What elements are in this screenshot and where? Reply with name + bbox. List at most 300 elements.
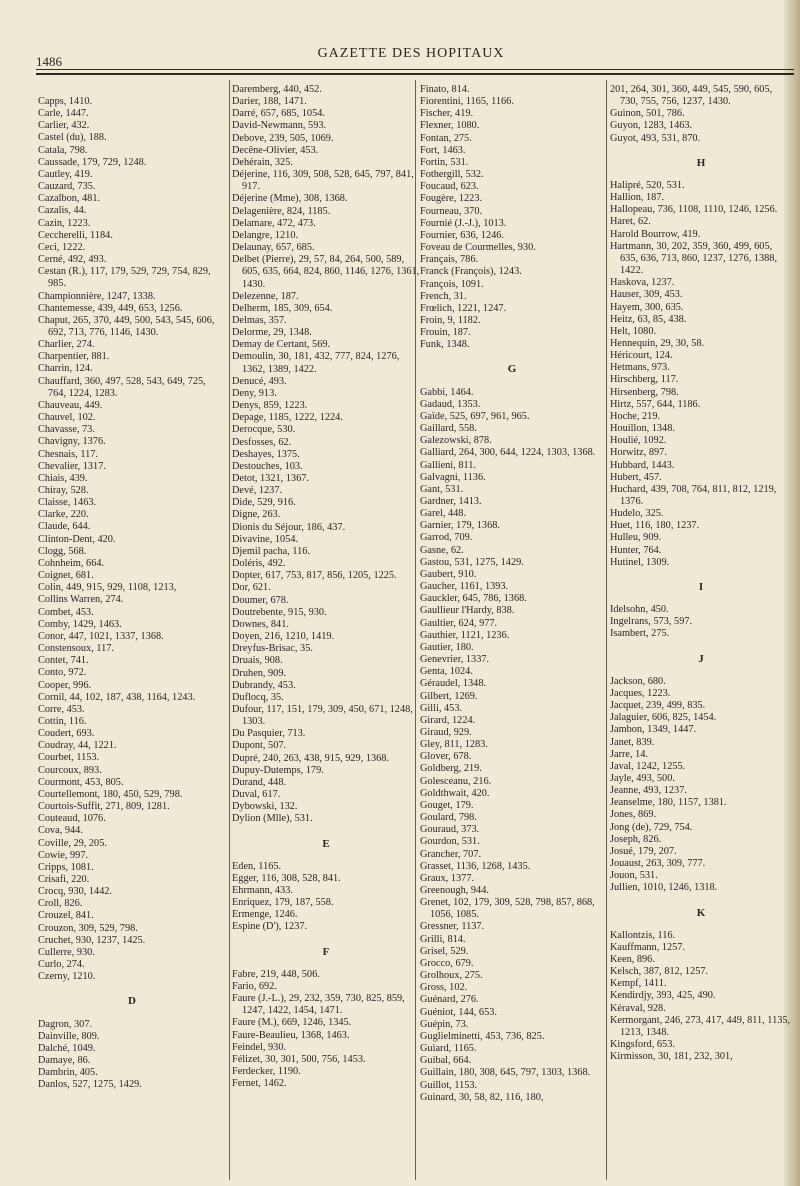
- index-entry: Doyen, 216, 1210, 1419.: [232, 631, 335, 643]
- index-entry: Houillon, 1348.: [610, 423, 675, 435]
- index-entry: Divavine, 1054.: [232, 533, 299, 545]
- index-entry: Guyot, 493, 531, 870.: [610, 132, 701, 144]
- index-entry: Cazalbon, 481.: [38, 193, 101, 205]
- index-entry: Cerné, 492, 493.: [38, 254, 107, 266]
- index-entry: Cova, 944.: [38, 825, 83, 837]
- index-entry: Darré, 657, 685, 1054.: [232, 108, 325, 120]
- index-entry: Detot, 1321, 1367.: [232, 473, 309, 484]
- index-entry: Jarre, 14.: [610, 748, 649, 760]
- index-entry: Courtois-Suffit, 271, 809, 1281.: [38, 801, 170, 813]
- index-entry: Kempf, 1411.: [610, 978, 667, 990]
- index-entry: Hubbard, 1443.: [610, 459, 675, 471]
- index-entry: Delherm, 185, 309, 654.: [232, 302, 333, 314]
- index-entry: Chesnais, 117.: [38, 448, 98, 460]
- index-entry: Cestan (R.), 117, 179, 529, 729, 754, 829, 985.: [38, 266, 211, 290]
- index-entry: Flexner, 1080.: [420, 120, 480, 132]
- index-entry: Delamare, 472, 473.: [232, 217, 316, 229]
- index-entry: Faure (J.-L.), 29, 232, 359, 730, 825, 859, 1247, 1422, 1454, 1471.: [232, 993, 405, 1017]
- index-entry: Dylion (Mlle), 531.: [232, 813, 313, 825]
- index-entry: Caussade, 179, 729, 1248.: [38, 156, 147, 168]
- index-entry: Courtellemont, 180, 450, 529, 798.: [38, 788, 183, 800]
- index-entry: Coville, 29, 205.: [38, 837, 107, 849]
- index-column-3: [420, 84, 604, 1104]
- index-entry: Charrin, 124.: [38, 363, 93, 375]
- index-column-2: [232, 84, 420, 1090]
- index-entry: François, 1091.: [420, 278, 484, 290]
- index-entry: Denucé, 493.: [232, 375, 287, 387]
- index-entry: Catala, 798.: [38, 144, 88, 156]
- index-entry: Giraud, 929.: [420, 726, 472, 738]
- index-entry: Delorme, 29, 1348.: [232, 327, 312, 339]
- index-entry: Claude, 644.: [38, 521, 91, 533]
- header-rule: [36, 69, 794, 70]
- index-entry: Grilli, 814.: [420, 933, 466, 945]
- index-entry: Javal, 1242, 1255.: [610, 760, 686, 772]
- index-entry: Galezowski, 878.: [420, 435, 492, 447]
- index-entry: Clogg, 568.: [38, 545, 87, 557]
- index-entry: Dor, 621.: [232, 582, 271, 594]
- index-entry: Hallopeau, 736, 1108, 1110, 1246, 1256.: [610, 204, 778, 216]
- index-entry: Collins Warren, 274.: [38, 594, 124, 606]
- index-entry: Druais, 908.: [232, 655, 283, 667]
- index-entry: Déjerine, 116, 309, 508, 528, 645, 797, 841, 917.: [232, 169, 414, 193]
- index-entry: Goldthwait, 420.: [420, 787, 490, 799]
- index-entry: Darier, 188, 1471.: [232, 96, 307, 108]
- index-entry: Jacques, 1223.: [610, 687, 671, 699]
- index-entry: Damaye, 86.: [38, 1055, 91, 1067]
- index-entry: Du Pasquier, 713.: [232, 728, 306, 740]
- index-entry: Crouzel, 841.: [38, 910, 94, 922]
- index-entry: Chavasse, 73.: [38, 424, 95, 436]
- index-entry: Coudray, 44, 1221.: [38, 740, 117, 752]
- index-entry: Graux, 1377.: [420, 872, 475, 884]
- index-entry: Doumer, 678.: [232, 594, 289, 606]
- index-entry: Garnier, 179, 1368.: [420, 520, 500, 532]
- index-entry: Garel, 448.: [420, 508, 467, 520]
- index-entry: Chauvel, 102.: [38, 412, 96, 424]
- index-entry: Digne, 263.: [232, 509, 281, 521]
- index-column-1: [38, 96, 226, 1092]
- index-entry: Gauckler, 645, 786, 1368.: [420, 593, 527, 605]
- index-entry: Gadaud, 1353.: [420, 398, 481, 410]
- index-entry: Ferdecker, 1190.: [232, 1066, 301, 1078]
- index-entry: Félizet, 30, 301, 500, 756, 1453.: [232, 1053, 366, 1065]
- index-entry: Grocco, 679.: [420, 957, 474, 969]
- index-entry: Delmas, 357.: [232, 314, 287, 326]
- index-entry: Druhen, 909.: [232, 667, 287, 679]
- index-entry: Guénard, 276.: [420, 994, 479, 1006]
- index-entry: Guinon, 501, 786.: [610, 108, 685, 120]
- index-entry: Fourneau, 370.: [420, 205, 483, 217]
- index-entry: Gabbi, 1464.: [420, 386, 474, 398]
- index-entry: Dehérain, 325.: [232, 156, 293, 168]
- index-entry: Cornil, 44, 102, 187, 438, 1164, 1243.: [38, 691, 196, 703]
- index-entry: Combet, 453.: [38, 606, 94, 618]
- index-entry: Fort, 1463.: [420, 144, 466, 156]
- index-entry: Cottin, 116.: [38, 715, 87, 727]
- index-entry: Garrod, 709.: [420, 532, 473, 544]
- section-letter: H: [696, 156, 706, 169]
- index-entry: Cruchet, 930, 1237, 1425.: [38, 934, 146, 946]
- index-entry: Frœlich, 1221, 1247.: [420, 302, 507, 314]
- index-entry: David-Newmann, 593.: [232, 120, 327, 132]
- index-entry: Courbet, 1153.: [38, 752, 100, 764]
- index-entry: Clarke, 220.: [38, 509, 89, 521]
- index-entry: Jackson, 680.: [610, 675, 666, 687]
- index-entry: Gouraud, 373.: [420, 824, 480, 836]
- index-entry: Hallion, 187.: [610, 192, 665, 204]
- index-entry: Dupré, 240, 263, 438, 915, 929, 1368.: [232, 752, 390, 764]
- index-entry: Gant, 531.: [420, 483, 464, 495]
- index-entry: Hetmans, 973.: [610, 362, 670, 374]
- index-entry: Djemil pacha, 116.: [232, 545, 310, 557]
- index-entry: Denys, 859, 1223.: [232, 400, 308, 412]
- index-entry: Ermenge, 1246.: [232, 909, 298, 921]
- index-entry: Fothergill, 532.: [420, 169, 484, 181]
- index-entry: Jeanne, 493, 1237.: [610, 785, 687, 797]
- index-entry: Grasset, 1136, 1268, 1435.: [420, 860, 531, 872]
- index-entry: Delaunay, 657, 685.: [232, 242, 315, 254]
- index-entry: Froin, 9, 1182.: [420, 314, 481, 326]
- index-entry: Ehrmann, 433.: [232, 885, 293, 896]
- index-entry: Dalché, 1049.: [38, 1042, 96, 1054]
- index-entry: Finato, 814.: [420, 84, 470, 95]
- index-entry: Gouget, 179.: [420, 799, 474, 811]
- index-entry: Guinard, 30, 58, 82, 116, 180,: [420, 1091, 544, 1103]
- index-entry: Helt, 1080.: [610, 325, 657, 337]
- index-entry: Huet, 116, 180, 1237.: [610, 520, 700, 532]
- index-entry: Kermorgant, 246, 273, 417, 449, 811, 1135, 1213, 1348.: [610, 1014, 791, 1038]
- index-entry: Doléris, 492.: [232, 558, 286, 570]
- section-letter: D: [128, 995, 136, 1008]
- running-title: GAZETTE DES HOPITAUX: [317, 46, 505, 61]
- index-entry: Kéraval, 928.: [610, 1002, 666, 1014]
- index-entry: Houlié, 1092.: [610, 435, 667, 447]
- index-entry: Hoche, 219.: [610, 410, 661, 422]
- index-entry: Joseph, 826.: [610, 833, 662, 845]
- index-entry: Frouin, 187.: [420, 327, 471, 339]
- index-entry: Depage, 1185, 1222, 1224.: [232, 412, 343, 424]
- index-entry: Haret, 62.: [610, 216, 651, 228]
- column-divider: [606, 80, 607, 1180]
- index-entry: Deshayes, 1375.: [232, 448, 300, 460]
- index-entry: Dide, 529, 916.: [232, 497, 296, 509]
- index-entry: Carlier, 432.: [38, 120, 90, 132]
- index-entry: Dopter, 617, 753, 817, 856, 1205, 1225.: [232, 570, 397, 582]
- index-entry: Dambrin, 405.: [38, 1067, 98, 1079]
- index-entry: Delangre, 1210.: [232, 229, 299, 241]
- index-entry: Jones, 869.: [610, 809, 657, 821]
- index-entry: Goldberg, 219.: [420, 763, 482, 775]
- index-entry: Grancher, 707.: [420, 848, 482, 860]
- index-entry: Galliard, 264, 300, 644, 1224, 1303, 1368.: [420, 447, 596, 459]
- index-entry: Guillot, 1153.: [420, 1079, 478, 1091]
- index-entry: Colin, 449, 915, 929, 1108, 1213,: [38, 582, 177, 594]
- index-entry: Dionis du Séjour, 186, 437.: [232, 521, 346, 533]
- index-entry: Cazin, 1223.: [38, 217, 91, 229]
- index-entry: Chiray, 528.: [38, 485, 89, 496]
- index-entry: Durand, 448.: [232, 776, 287, 788]
- index-entry: Delezenne, 187.: [232, 290, 299, 302]
- index-entry: Girard, 1224.: [420, 714, 476, 726]
- index-entry: Jong (de), 729, 754.: [610, 821, 693, 833]
- index-entry: Derocque, 530.: [232, 424, 296, 436]
- index-entry: Isambert, 275.: [610, 628, 670, 640]
- index-entry: Cooper, 996.: [38, 679, 92, 691]
- header-rule-thick: [36, 73, 794, 75]
- index-entry: Enriquez, 179, 187, 558.: [232, 897, 334, 909]
- index-entry: Kirmisson, 30, 181, 232, 301,: [610, 1051, 733, 1063]
- index-entry: Charlier, 274.: [38, 339, 95, 351]
- index-entry: Ceccherelli, 1184.: [38, 229, 113, 241]
- index-entry: Guépin, 73.: [420, 1018, 469, 1030]
- index-entry: Dufour, 117, 151, 179, 309, 450, 671, 1248, 1303.: [232, 703, 413, 728]
- index-entry: Corre, 453.: [38, 703, 85, 715]
- index-entry: Hudelo, 325.: [610, 508, 664, 520]
- index-entry: Courmont, 453, 805.: [38, 776, 124, 788]
- index-entry: Dreyfus-Brisac, 35.: [232, 643, 313, 655]
- index-entry: Coignet, 681.: [38, 570, 94, 582]
- index-entry: Charpentier, 881.: [38, 351, 110, 363]
- index-entry: Foveau de Courmelles, 930.: [420, 242, 536, 254]
- index-entry: Dainville, 809.: [38, 1030, 100, 1042]
- index-entry: Halipré, 520, 531.: [610, 179, 685, 191]
- index-entry: Fournié (J.-J.), 1013.: [420, 217, 507, 229]
- index-entry: Guyon, 1283, 1463.: [610, 120, 693, 132]
- section-letter: F: [322, 945, 330, 958]
- index-entry: Curlo, 274.: [38, 959, 85, 971]
- index-entry: Decêne-Olivier, 453.: [232, 144, 319, 156]
- index-entry: Hartmann, 30, 202, 359, 360, 499, 605, 635, 636, 713, 860, 1237, 1276, 1388, 1422.: [610, 240, 778, 277]
- index-entry: Gross, 102.: [420, 982, 468, 994]
- index-entry: Duval, 617.: [232, 789, 281, 801]
- index-entry: Guéniot, 144, 653.: [420, 1006, 497, 1018]
- section-letter: K: [696, 906, 706, 919]
- index-entry: Ingelrans, 573, 597.: [610, 616, 693, 628]
- index-entry: Gaultier, 624, 977.: [420, 617, 498, 629]
- index-entry: French, 31.: [420, 290, 467, 302]
- index-entry: Conor, 447, 1021, 1337, 1368.: [38, 630, 164, 642]
- index-entry: Grolhoux, 275.: [420, 970, 483, 982]
- index-entry: Kingsford, 653.: [610, 1039, 675, 1051]
- index-entry: Gressner, 1137.: [420, 921, 485, 933]
- index-entry: Faure-Beaulieu, 1368, 1463.: [232, 1029, 350, 1041]
- index-entry: Guibal, 664.: [420, 1055, 472, 1067]
- index-entry: Debove, 239, 505, 1069.: [232, 132, 334, 144]
- index-entry: Fario, 692.: [232, 980, 277, 992]
- index-entry: Courcoux, 893.: [38, 764, 102, 776]
- index-entry: Fiorentini, 1165, 1166.: [420, 96, 514, 108]
- index-entry: Kallontzis, 116.: [610, 929, 676, 941]
- page-number: 1486: [36, 54, 62, 69]
- index-entry: Espine (D'), 1237.: [232, 921, 308, 933]
- index-entry: Comby, 1429, 1463.: [38, 618, 122, 630]
- index-entry: Glover, 678.: [420, 751, 472, 763]
- index-entry: Cripps, 1081.: [38, 861, 94, 873]
- index-entry: Ceci, 1222.: [38, 241, 86, 253]
- index-entry: Delagenière, 824, 1185.: [232, 205, 331, 217]
- index-entry: Deny, 913.: [232, 387, 277, 399]
- index-entry: Héricourt, 124.: [610, 350, 673, 362]
- index-entry: Harold Bourrow, 419.: [610, 228, 701, 240]
- index-entry: Daremberg, 440, 452.: [232, 84, 322, 95]
- index-entry: Haskova, 1237.: [610, 277, 675, 289]
- index-entry: Demay de Certant, 569.: [232, 339, 331, 351]
- index-entry: Gardner, 1413.: [420, 496, 482, 507]
- index-entry: Delbet (Pierre), 29, 57, 84, 264, 500, 589, 605, 635, 664, 824, 860, 1146, 1276, 1361, 1430.: [232, 254, 420, 290]
- index-entry: Gourdon, 531.: [420, 836, 480, 848]
- index-entry: Constensoux, 117.: [38, 643, 114, 655]
- index-entry: Duflocq, 35.: [232, 691, 284, 703]
- index-entry: Gautier, 180.: [420, 641, 474, 653]
- index-entry: Kelsch, 387, 812, 1257.: [610, 966, 709, 978]
- index-entry: Déjerine (Mme), 308, 1368.: [232, 193, 348, 205]
- index-entry: Jambon, 1349, 1447.: [610, 724, 697, 736]
- section-letter: G: [507, 363, 517, 376]
- index-entry: Croll, 826.: [38, 898, 83, 910]
- index-entry: Gaucher, 1161, 1393.: [420, 581, 509, 593]
- index-entry: Hirtz, 557, 644, 1186.: [610, 398, 701, 410]
- index-entry: Cautley, 419.: [38, 168, 93, 180]
- index-entry: Doutrebente, 915, 930.: [232, 606, 327, 618]
- index-entry: Gilli, 453.: [420, 702, 463, 714]
- index-entry: Keen, 896.: [610, 954, 655, 965]
- index-entry: Demoulin, 30, 181, 432, 777, 824, 1276, 1362, 1389, 1422.: [232, 351, 400, 375]
- index-entry: Cauzard, 735.: [38, 181, 96, 193]
- index-entry: Chavigny, 1376.: [38, 436, 106, 448]
- index-entry: Faure (M.), 669, 1246, 1345.: [232, 1017, 352, 1029]
- index-entry: Idelsohn, 450.: [610, 604, 669, 616]
- index-entry: Castel (du), 188.: [38, 132, 107, 144]
- index-entry: Gasne, 62.: [420, 544, 464, 556]
- index-entry: Hunter, 764.: [610, 544, 662, 556]
- index-entry: Clinton-Dent, 420.: [38, 533, 116, 545]
- index-entry: Cullerre, 930.: [38, 946, 95, 958]
- index-entry: Egger, 116, 308, 528, 841.: [232, 872, 341, 884]
- index-entry: Fortin, 531.: [420, 156, 469, 168]
- index-entry: Goulard, 798.: [420, 812, 477, 824]
- index-entry: Crouzon, 309, 529, 798.: [38, 922, 138, 934]
- index-entry: Funk, 1348.: [420, 339, 470, 351]
- index-entry: Jouon, 531.: [610, 870, 658, 882]
- index-entry: Géraudel, 1348.: [420, 678, 487, 690]
- index-entry: Golesceanu, 216.: [420, 775, 492, 787]
- index-entry: Dagron, 307.: [38, 1018, 93, 1030]
- index-entry: Cowie, 997.: [38, 849, 89, 861]
- index-entry: Crocq, 930, 1442.: [38, 886, 113, 898]
- index-entry: Chevalier, 1317.: [38, 460, 106, 472]
- index-entry: Chauveau, 449.: [38, 399, 103, 411]
- section-letter: E: [322, 837, 330, 850]
- index-entry: Dybowski, 132.: [232, 801, 298, 813]
- index-entry: Conto, 972.: [38, 667, 87, 679]
- index-entry: 201, 264, 301, 360, 449, 545, 590, 605, 730, 755, 756, 1237, 1430.: [610, 84, 773, 108]
- index-entry: Destouches, 103.: [232, 460, 303, 472]
- index-entry: Dupont, 507.: [232, 740, 287, 752]
- index-entry: Janet, 839.: [610, 736, 655, 748]
- index-entry: Hauser, 309, 453.: [610, 289, 683, 301]
- index-entry: Desfosses, 62.: [232, 436, 292, 448]
- index-entry: Dupuy-Dutemps, 179.: [232, 764, 324, 776]
- index-entry: Chaput, 265, 370, 449, 500, 543, 545, 606, 692, 713, 776, 1146, 1430.: [38, 314, 215, 338]
- index-entry: Hulleu, 909.: [610, 532, 662, 544]
- index-entry: Couteaud, 1076.: [38, 813, 106, 825]
- index-entry: Hayem, 300, 635.: [610, 301, 684, 313]
- section-letter: I: [698, 580, 704, 593]
- index-entry: Jayle, 493, 500.: [610, 772, 675, 784]
- index-entry: Josué, 179, 207.: [610, 845, 677, 857]
- index-entry: Contet, 741.: [38, 655, 89, 667]
- index-entry: Gley, 811, 1283.: [420, 739, 488, 751]
- index-entry: Fernet, 1462.: [232, 1078, 287, 1090]
- index-entry: Galvagni, 1136.: [420, 471, 486, 483]
- index-entry: Chauffard, 360, 497, 528, 543, 649, 725, 764, 1224, 1283.: [38, 375, 206, 399]
- index-entry: Greenough, 944.: [420, 885, 489, 896]
- index-entry: Gaillard, 558.: [420, 423, 477, 435]
- index-entry: Dubrandy, 453.: [232, 679, 296, 691]
- index-entry: Cazalis, 44.: [38, 205, 87, 217]
- column-divider: [229, 80, 230, 1180]
- index-entry: Fabre, 219, 448, 506.: [232, 968, 320, 980]
- section-letter: J: [698, 652, 704, 665]
- index-entry: Feindel, 930.: [232, 1041, 287, 1053]
- index-entry: Championnière, 1247, 1338.: [38, 290, 156, 302]
- index-entry: Fournier, 636, 1246.: [420, 229, 504, 241]
- index-entry: Claisse, 1463.: [38, 497, 97, 509]
- index-entry: Kendirdjy, 393, 425, 490.: [610, 990, 716, 1002]
- index-entry: Jacquet, 239, 499, 835.: [610, 700, 706, 712]
- index-entry: Gaïde, 525, 697, 961, 965.: [420, 410, 530, 422]
- index-entry: Gilbert, 1269.: [420, 690, 478, 702]
- index-entry: Jullien, 1010, 1246, 1318.: [610, 882, 718, 894]
- index-entry: Hirsenberg, 798.: [610, 386, 679, 398]
- index-entry: Hennequin, 29, 30, 58.: [610, 337, 705, 349]
- index-entry: Eden, 1165.: [232, 860, 282, 872]
- index-entry: Gallieni, 811.: [420, 459, 476, 471]
- index-entry: Jouaust, 263, 309, 777.: [610, 858, 706, 870]
- index-entry: Gaubert, 910.: [420, 568, 477, 580]
- index-entry: Crisafi, 220.: [38, 874, 90, 885]
- index-entry: Coudert, 693.: [38, 728, 95, 740]
- index-column-4: [610, 84, 792, 1063]
- index-entry: Carle, 1447.: [38, 108, 89, 120]
- index-entry: Grisel, 529.: [420, 945, 469, 957]
- index-entry: Gastou, 531, 1275, 1429.: [420, 556, 524, 568]
- index-entry: Français, 786.: [420, 254, 479, 266]
- index-entry: Downes, 841.: [232, 618, 289, 630]
- index-entry: Cohnheim, 664.: [38, 557, 105, 569]
- index-entry: Chantemesse, 439, 449, 653, 1256.: [38, 302, 183, 314]
- index-entry: Fischer, 419.: [420, 108, 474, 120]
- index-entry: Huchard, 439, 708, 764, 811, 812, 1219, 1376.: [610, 483, 777, 507]
- index-entry: Hutinel, 1309.: [610, 556, 670, 568]
- index-entry: Gaullieur l'Hardy, 838.: [420, 605, 515, 617]
- index-entry: Guillain, 180, 308, 645, 797, 1303, 1368.: [420, 1067, 591, 1079]
- index-entry: Jeanselme, 180, 1157, 1381.: [610, 797, 727, 809]
- index-entry: Fontan, 275.: [420, 132, 472, 144]
- index-entry: Guiard, 1165.: [420, 1043, 477, 1055]
- index-entry: Gauthier, 1121, 1236.: [420, 629, 510, 641]
- index-entry: Chiais, 439.: [38, 472, 88, 484]
- index-entry: Genevrier, 1337.: [420, 654, 490, 666]
- index-entry: Hubert, 457.: [610, 471, 662, 483]
- index-entry: Czerny, 1210.: [38, 971, 96, 983]
- index-entry: Franck (François), 1243.: [420, 266, 522, 278]
- index-entry: Foucaud, 623.: [420, 181, 479, 193]
- index-entry: Devé, 1237.: [232, 485, 283, 497]
- index-entry: Hirschberg, 117.: [610, 374, 679, 386]
- index-entry: Horwitz, 897.: [610, 447, 667, 459]
